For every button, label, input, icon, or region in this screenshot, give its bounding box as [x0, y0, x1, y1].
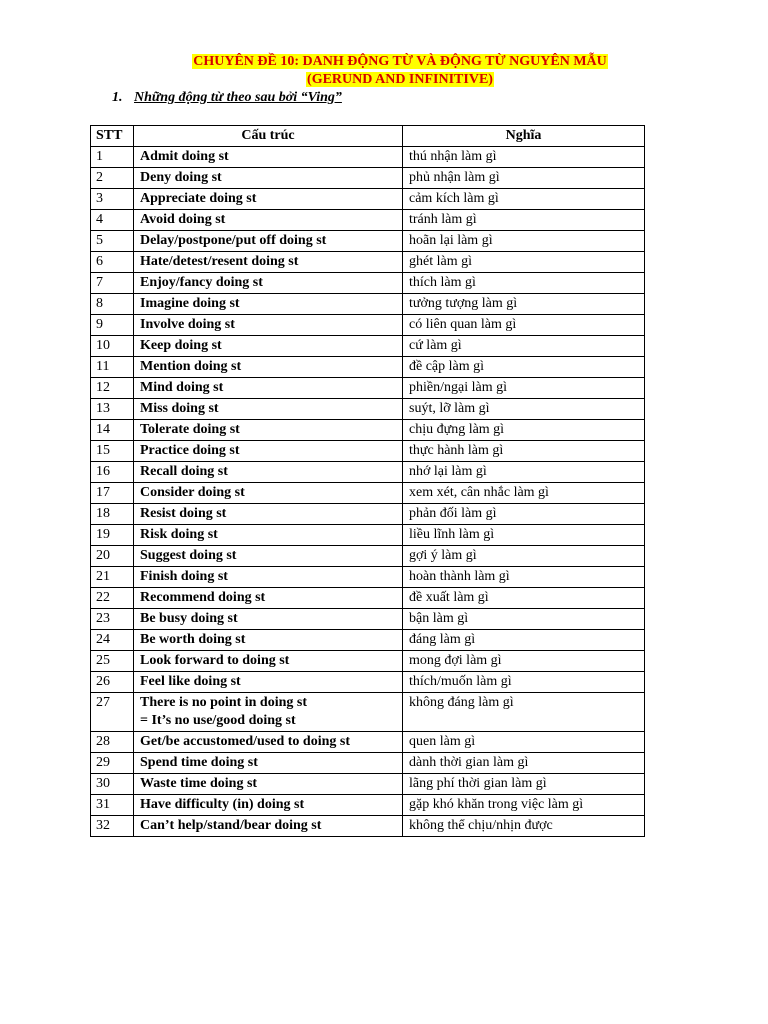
row-number: 5 — [91, 231, 134, 252]
header-structure: Cấu trúc — [134, 126, 403, 147]
row-number: 30 — [91, 774, 134, 795]
row-number: 16 — [91, 462, 134, 483]
row-meaning: suýt, lỡ làm gì — [403, 399, 645, 420]
row-meaning: phủ nhận làm gì — [403, 168, 645, 189]
row-structure: Appreciate doing st — [134, 189, 403, 210]
row-structure: Involve doing st — [134, 315, 403, 336]
row-structure: Practice doing st — [134, 441, 403, 462]
section-title: Những động từ theo sau bởi “Ving” — [134, 90, 342, 105]
table-row — [91, 567, 645, 588]
row-meaning: tưởng tượng làm gì — [403, 294, 645, 315]
row-structure: Recall doing st — [134, 462, 403, 483]
table-row — [91, 294, 645, 315]
row-number: 13 — [91, 399, 134, 420]
row-number: 15 — [91, 441, 134, 462]
row-structure: Finish doing st — [134, 567, 403, 588]
row-meaning: xem xét, cân nhắc làm gì — [403, 483, 645, 504]
row-structure: Admit doing st — [134, 147, 403, 168]
row-structure: Risk doing st — [134, 525, 403, 546]
row-structure: Consider doing st — [134, 483, 403, 504]
row-meaning: nhớ lại làm gì — [403, 462, 645, 483]
table-row — [91, 732, 645, 753]
row-number: 12 — [91, 378, 134, 399]
document-title — [0, 53, 768, 89]
row-meaning: đáng làm gì — [403, 630, 645, 651]
row-structure: Imagine doing st — [134, 294, 403, 315]
row-structure: Mention doing st — [134, 357, 403, 378]
row-meaning: ghét làm gì — [403, 252, 645, 273]
table-row — [91, 672, 645, 693]
row-meaning: hoàn thành làm gì — [403, 567, 645, 588]
row-meaning: thích/muốn làm gì — [403, 672, 645, 693]
row-meaning: có liên quan làm gì — [403, 315, 645, 336]
row-meaning: lãng phí thời gian làm gì — [403, 774, 645, 795]
row-number: 11 — [91, 357, 134, 378]
table-row — [91, 693, 645, 732]
row-number: 26 — [91, 672, 134, 693]
row-structure: Spend time doing st — [134, 753, 403, 774]
row-meaning: thú nhận làm gì — [403, 147, 645, 168]
gerund-verbs-table — [90, 125, 645, 837]
table-row — [91, 483, 645, 504]
row-meaning: thực hành làm gì — [403, 441, 645, 462]
row-number: 27 — [91, 693, 134, 732]
row-number: 6 — [91, 252, 134, 273]
row-meaning: bận làm gì — [403, 609, 645, 630]
row-structure: Have difficulty (in) doing st — [134, 795, 403, 816]
row-structure: Mind doing st — [134, 378, 403, 399]
row-number: 19 — [91, 525, 134, 546]
row-structure: Resist doing st — [134, 504, 403, 525]
table-row — [91, 315, 645, 336]
table-row — [91, 609, 645, 630]
header-meaning: Nghĩa — [403, 126, 645, 147]
row-structure: Avoid doing st — [134, 210, 403, 231]
section-number: 1. — [112, 90, 123, 105]
row-structure — [134, 693, 403, 732]
row-meaning: cứ làm gì — [403, 336, 645, 357]
row-meaning: tránh làm gì — [403, 210, 645, 231]
row-meaning: chịu đựng làm gì — [403, 420, 645, 441]
row-structure: Enjoy/fancy doing st — [134, 273, 403, 294]
row-structure: Get/be accustomed/used to doing st — [134, 732, 403, 753]
row-meaning: gợi ý làm gì — [403, 546, 645, 567]
row-meaning: cảm kích làm gì — [403, 189, 645, 210]
row-structure: Be busy doing st — [134, 609, 403, 630]
table-row — [91, 168, 645, 189]
table-row — [91, 210, 645, 231]
row-meaning: phản đối làm gì — [403, 504, 645, 525]
table-header-row — [91, 126, 645, 147]
row-number: 31 — [91, 795, 134, 816]
row-number: 3 — [91, 189, 134, 210]
row-number: 29 — [91, 753, 134, 774]
row-number: 25 — [91, 651, 134, 672]
row-number: 20 — [91, 546, 134, 567]
row-number: 10 — [91, 336, 134, 357]
row-meaning: dành thời gian làm gì — [403, 753, 645, 774]
row-number: 9 — [91, 315, 134, 336]
row-meaning: mong đợi làm gì — [403, 651, 645, 672]
row-structure: Deny doing st — [134, 168, 403, 189]
table-row — [91, 504, 645, 525]
row-structure: Delay/postpone/put off doing st — [134, 231, 403, 252]
table-row — [91, 816, 645, 837]
header-stt: STT — [91, 126, 134, 147]
row-structure: Can’t help/stand/bear doing st — [134, 816, 403, 837]
row-structure: Recommend doing st — [134, 588, 403, 609]
row-number: 28 — [91, 732, 134, 753]
row-meaning: liều lĩnh làm gì — [403, 525, 645, 546]
row-meaning: phiền/ngại làm gì — [403, 378, 645, 399]
structure-line-1: There is no point in doing st — [140, 695, 308, 710]
row-structure: Feel like doing st — [134, 672, 403, 693]
row-number: 2 — [91, 168, 134, 189]
table-row — [91, 399, 645, 420]
table-row — [91, 420, 645, 441]
table-row — [91, 378, 645, 399]
row-structure: Tolerate doing st — [134, 420, 403, 441]
row-meaning: đề cập làm gì — [403, 357, 645, 378]
table-row — [91, 357, 645, 378]
row-number: 7 — [91, 273, 134, 294]
row-meaning: không đáng làm gì — [403, 693, 645, 732]
row-structure: Be worth doing st — [134, 630, 403, 651]
row-number: 24 — [91, 630, 134, 651]
row-number: 32 — [91, 816, 134, 837]
table-row — [91, 336, 645, 357]
table-row — [91, 774, 645, 795]
row-meaning: đề xuất làm gì — [403, 588, 645, 609]
row-number: 17 — [91, 483, 134, 504]
row-number: 21 — [91, 567, 134, 588]
title-line-2: (GERUND AND INFINITIVE) — [307, 72, 493, 87]
row-number: 1 — [91, 147, 134, 168]
row-meaning: gặp khó khăn trong việc làm gì — [403, 795, 645, 816]
row-number: 8 — [91, 294, 134, 315]
table-row — [91, 441, 645, 462]
row-structure: Waste time doing st — [134, 774, 403, 795]
row-number: 4 — [91, 210, 134, 231]
row-meaning: không thể chịu/nhịn được — [403, 816, 645, 837]
table-body — [91, 147, 645, 837]
table-row — [91, 753, 645, 774]
row-structure: Suggest doing st — [134, 546, 403, 567]
row-structure: Miss doing st — [134, 399, 403, 420]
table-row — [91, 651, 645, 672]
row-structure: Hate/detest/resent doing st — [134, 252, 403, 273]
section-heading — [112, 89, 342, 107]
table-row — [91, 588, 645, 609]
table-row — [91, 795, 645, 816]
table-row — [91, 147, 645, 168]
row-number: 14 — [91, 420, 134, 441]
table-row — [91, 189, 645, 210]
row-number: 18 — [91, 504, 134, 525]
row-meaning: thích làm gì — [403, 273, 645, 294]
table-row — [91, 525, 645, 546]
row-structure: Keep doing st — [134, 336, 403, 357]
row-number: 22 — [91, 588, 134, 609]
table-row — [91, 462, 645, 483]
row-structure: Look forward to doing st — [134, 651, 403, 672]
structure-line-2: = It’s no use/good doing st — [140, 713, 296, 728]
table-row — [91, 546, 645, 567]
table-row — [91, 231, 645, 252]
row-meaning: hoãn lại làm gì — [403, 231, 645, 252]
row-meaning: quen làm gì — [403, 732, 645, 753]
table-row — [91, 630, 645, 651]
title-line-1: CHUYÊN ĐỀ 10: DANH ĐỘNG TỪ VÀ ĐỘNG TỪ NGUYÊN MẪU — [193, 54, 607, 69]
row-number: 23 — [91, 609, 134, 630]
table-row — [91, 273, 645, 294]
table-row — [91, 252, 645, 273]
